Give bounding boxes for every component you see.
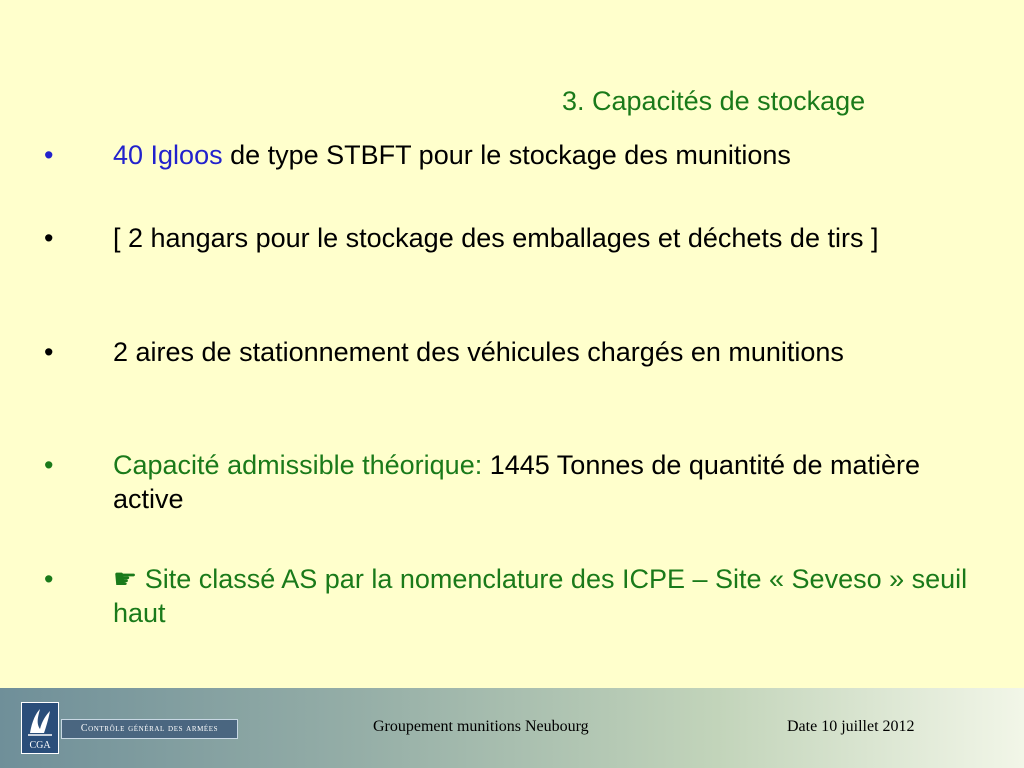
slide-title: 3. Capacités de stockage — [562, 86, 866, 116]
bullet-marker: • — [44, 450, 54, 480]
footer-date: Date 10 juillet 2012 — [787, 718, 915, 735]
bullet-body: de type STBFT pour le stockage des munitions — [222, 140, 791, 170]
bullet-body: 2 aires de stationnement des véhicules chargés en munitions — [113, 337, 844, 367]
logo-banner: Contrôle général des armées — [61, 719, 238, 739]
logo-emblem-text: CGA — [29, 740, 51, 751]
bullet-text — [113, 448, 983, 516]
bullet-highlight: Capacité admissible théorique: — [113, 450, 483, 480]
bullet-body: ☛ Site classé AS par la nomenclature des ICPE – Site « Seveso » seuil haut — [113, 564, 968, 628]
bullet-marker: • — [44, 564, 54, 594]
bullet-text — [113, 562, 983, 630]
bullet-marker: • — [44, 140, 54, 170]
cga-logo-icon — [21, 702, 59, 754]
bullet-marker: • — [44, 337, 54, 367]
bullet-marker: • — [44, 223, 54, 253]
slide-footer — [0, 688, 1024, 768]
bullet-body: [ 2 hangars pour le stockage des emballages et déchets de tirs ] — [113, 223, 879, 253]
bullet-text — [113, 138, 983, 172]
bullet-text — [113, 335, 983, 369]
bullet-highlight: 40 Igloos — [113, 140, 223, 170]
footer-title: Groupement munitions Neubourg — [373, 718, 589, 735]
bullet-text — [113, 221, 983, 255]
bullet-body: 1445 Tonnes de quantité de matière active — [113, 450, 921, 514]
